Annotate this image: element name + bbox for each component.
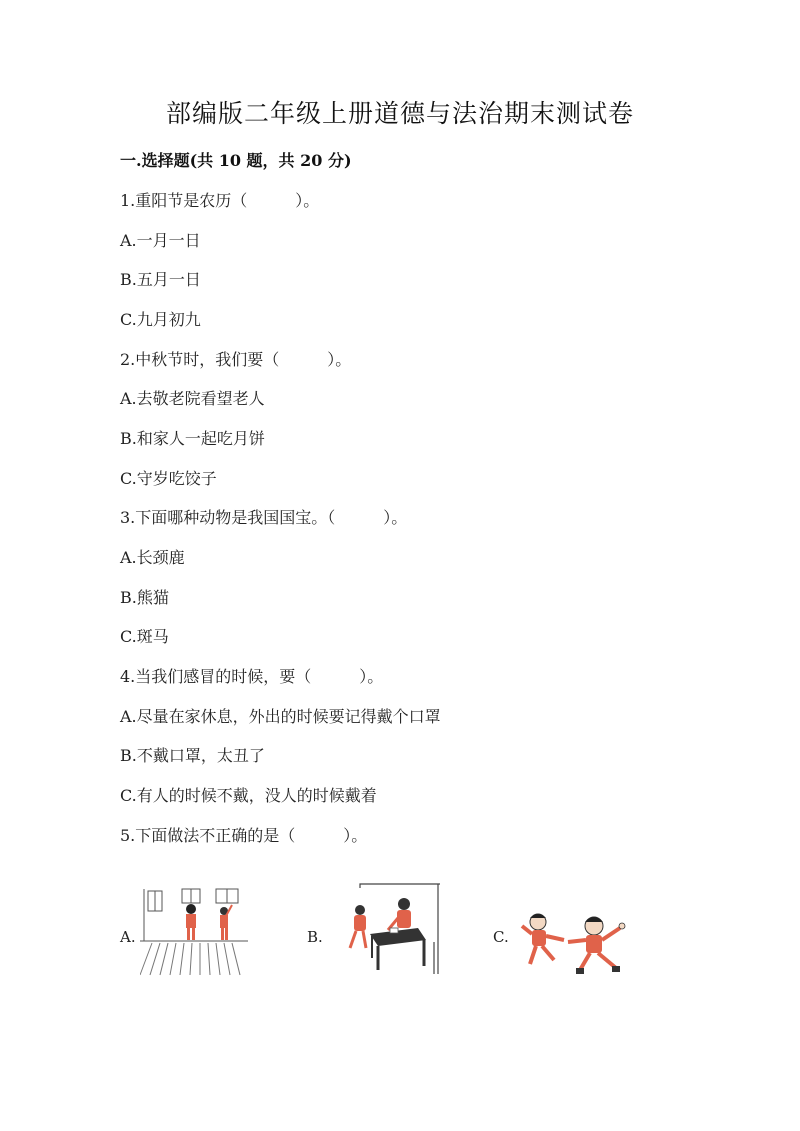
- q4-option-b: B.不戴口罩，太丑了: [120, 746, 265, 765]
- q4-option-c: C.有人的时候不戴，没人的时候戴着: [120, 786, 377, 805]
- q5-picture-c: [520, 910, 630, 980]
- q1-option-a: A.一月一日: [120, 231, 201, 250]
- question-5: 5.下面做法不正确的是（ ）。: [120, 826, 368, 845]
- q3-option-c: C.斑马: [120, 627, 169, 646]
- question-4: 4.当我们感冒的时候，要（ ）。: [120, 667, 384, 686]
- q5-option-a-label: A.: [120, 928, 136, 946]
- q2-option-c: C.守岁吃饺子: [120, 469, 217, 488]
- question-2: 2.中秋节时，我们要（ ）。: [120, 350, 352, 369]
- q5-option-b-label: B.: [307, 928, 323, 946]
- q1-option-b: B.五月一日: [120, 270, 201, 289]
- q1-option-c: C.九月初九: [120, 310, 201, 329]
- q5-option-c-label: C.: [493, 928, 509, 946]
- question-3: 3.下面哪种动物是我国国宝。（ ）。: [120, 508, 408, 527]
- q5-picture-b: [330, 882, 442, 978]
- q3-option-b: B.熊猫: [120, 588, 169, 607]
- page-title: 部编版二年级上册道德与法治期末测试卷: [165, 99, 634, 128]
- q5-picture-a: [140, 885, 248, 977]
- q2-option-a: A.去敬老院看望老人: [120, 389, 265, 408]
- q4-option-a: A.尽量在家休息，外出的时候要记得戴个口罩: [120, 707, 441, 726]
- q3-option-a: A.长颈鹿: [120, 548, 185, 567]
- question-1: 1.重阳节是农历（ ）。: [120, 191, 320, 210]
- section-heading: 一.选择题(共 10 题，共 20 分): [120, 151, 352, 170]
- q2-option-b: B.和家人一起吃月饼: [120, 429, 265, 448]
